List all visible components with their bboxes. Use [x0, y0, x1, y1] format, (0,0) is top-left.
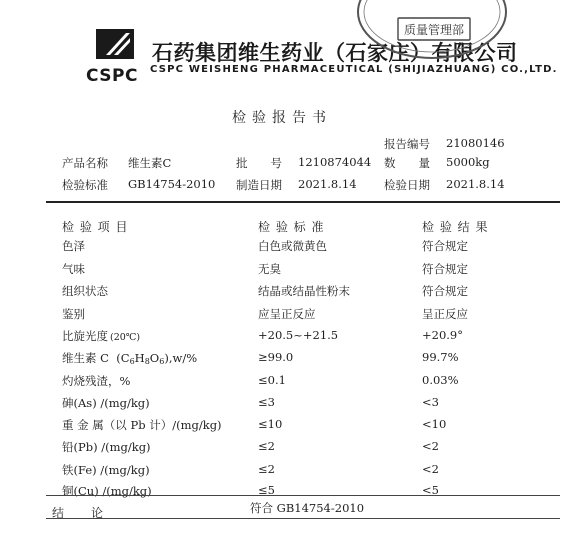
- conclusion-label: 结 论: [52, 506, 105, 520]
- row-standard: 无臭: [258, 262, 281, 276]
- row-item: 色泽: [62, 239, 85, 253]
- batch-label: 批 号: [236, 156, 282, 170]
- row-item: 比旋光度 (20℃): [62, 329, 141, 343]
- batch-value: 1210874044: [298, 155, 372, 169]
- test-date-label: 检验日期: [384, 178, 430, 192]
- row-standard: ≤3: [258, 395, 275, 409]
- row-result: <3: [422, 395, 439, 409]
- row-standard: ≤2: [258, 439, 275, 453]
- mfg-date-label: 制造日期: [236, 178, 282, 192]
- table-top-rule: [46, 201, 560, 203]
- company-name-zh: 石药集团维生药业（石家庄）有限公司: [152, 41, 518, 65]
- row-result: 符合规定: [422, 262, 468, 276]
- logo-text: CSPC: [86, 66, 138, 86]
- row-result: 符合规定: [422, 239, 468, 253]
- row-result: 99.7%: [422, 350, 459, 364]
- row-result: <10: [422, 417, 447, 431]
- row-item: 气味: [62, 262, 85, 276]
- report-no-value: 21080146: [446, 136, 505, 150]
- document-title: 检验报告书: [232, 110, 332, 126]
- row-standard: +20.5~+21.5: [258, 328, 339, 342]
- row-result: <2: [422, 439, 439, 453]
- row-result: 0.03%: [422, 373, 459, 387]
- report-no-label: 报告编号: [384, 137, 430, 151]
- row-item: 铁(Fe) /(mg/kg): [62, 463, 150, 477]
- mfg-date-value: 2021.8.14: [298, 177, 357, 191]
- row-item: 灼烧残渣，%: [62, 374, 131, 388]
- row-standard: 应呈正反应: [258, 307, 316, 321]
- header-item: 检 验 项 目: [62, 220, 129, 234]
- row-item: 组织状态: [62, 284, 108, 298]
- company-name-en: CSPC WEISHENG PHARMACEUTICAL (SHIJIAZHUANG) CO.,LTD.: [150, 64, 558, 75]
- qty-label: 数 量: [384, 156, 430, 170]
- row-result: 呈正反应: [422, 307, 468, 321]
- row-result: <2: [422, 462, 439, 476]
- row-standard: ≤5: [258, 483, 275, 497]
- row-result: <5: [422, 483, 439, 497]
- row-standard: ≤2: [258, 462, 275, 476]
- test-date-value: 2021.8.14: [446, 177, 505, 191]
- svg-text:质量管理部: 质量管理部: [403, 23, 465, 37]
- standard-value: GB14754-2010: [128, 177, 216, 191]
- product-label: 产品名称: [62, 156, 108, 170]
- row-standard: 白色或微黄色: [258, 239, 327, 253]
- row-item: 鉴别: [62, 307, 85, 321]
- row-item: 砷(As) /(mg/kg): [62, 396, 150, 410]
- row-standard: ≤10: [258, 417, 283, 431]
- product-value: 维生素C: [128, 156, 172, 170]
- header-result: 检 验 结 果: [422, 220, 489, 234]
- row-standard: 结晶或结晶性粉末: [258, 284, 350, 298]
- row-item: 铅(Pb) /(mg/kg): [62, 440, 151, 454]
- row-result: +20.9°: [422, 328, 463, 342]
- table-bottom-rule: [46, 518, 560, 519]
- row-item: 维生素 C $(C_6H_8O_6),w/\%$: [62, 351, 198, 366]
- row-standard: ≥99.0: [258, 350, 294, 364]
- quality-dept-seal: [352, 0, 512, 64]
- qty-value: 5000kg: [446, 155, 490, 169]
- conclusion-rule: [46, 495, 560, 496]
- standard-label: 检验标准: [62, 178, 108, 192]
- row-standard: ≤0.1: [258, 373, 286, 387]
- conclusion-value: 符合 GB14754-2010: [250, 501, 365, 515]
- header-standard: 检 验 标 准: [258, 220, 325, 234]
- row-result: 符合规定: [422, 284, 468, 298]
- row-item: 重 金 属（以 Pb 计）/(mg/kg): [62, 418, 222, 432]
- row-item: 铜(Cu) /(mg/kg): [62, 484, 152, 498]
- cspc-logo-mark-icon: [92, 25, 138, 63]
